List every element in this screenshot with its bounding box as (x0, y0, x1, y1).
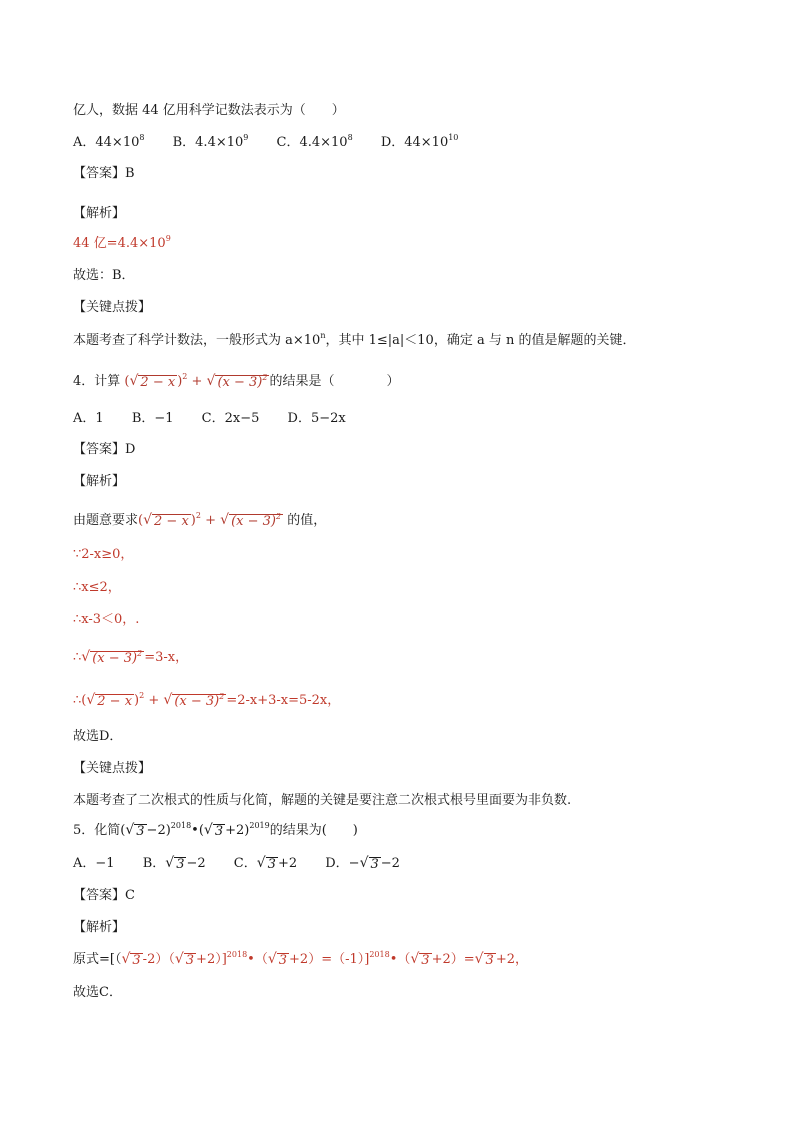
q5-analysis-line-1: 原式=[（ √ 3 -2）（ √ 3 +2）]$^{2018}$•（ √ 3 +2）=（-1）]$^{2018}$•（ √ 3 +2）= √ 3 +2， (73, 950, 528, 968)
q4-options (73, 409, 370, 429)
q3-options (73, 133, 482, 154)
q4-analysis-line-1: 由题意要求( √ 2 − x )$^2$ + √ $(x - 3)^2$ 的值， (73, 511, 327, 529)
sqrt-icon: √ 2 − x (129, 373, 176, 390)
q4-key-text: 本题考查了二次根式的性质与化简，解题的关键是要注意二次根式根号里面要为非负数. (73, 793, 572, 808)
q4-stem: 4．计算 ( √ 2 − x )$^2$ + √ $(x - 3)^2$ 的结果是（ ） (73, 372, 400, 390)
q4-analysis-line-6: ∴( √ 2 − x )$^2$ + √ $(x - 3)^2$ =2-x+3-x=5-2x， (73, 691, 341, 709)
q5-analysis-label: 【解析】 (73, 920, 126, 935)
q5-option-b: B． √ 3 −2 (142, 855, 206, 872)
q5-options (73, 854, 424, 874)
q4-key-label: 【关键点拨】 (73, 761, 152, 776)
q5-option-c: C． √ 3 +2 (233, 855, 298, 872)
q3-key-text: 本题考查了科学计数法，一般形式为 $a\times 10^n$，其中 1≤|a|＜10，确定 a 与 n 的值是解题的关键． (73, 331, 636, 348)
q4-option-c: C．2x−5 (201, 411, 260, 426)
q3-analysis-label: 【解析】 (73, 206, 126, 221)
q3-option-b: B．$4.4\times 10^9$ (172, 133, 249, 150)
q3-analysis-line-2: 故选：B． (73, 268, 135, 283)
q4-option-d: D．5−2x (287, 411, 346, 426)
q3-option-d: D．$44\times 10^{10}$ (380, 133, 459, 150)
q4-option-b: B．−1 (131, 411, 174, 426)
q5-stem: 5．化简( √ 3 −2)$^{2018}$•( √ 3 +2)$^{2019}$的结果为( ) (73, 821, 358, 839)
q3-option-c: C．$4.4\times 10^8$ (276, 133, 353, 150)
q4-expression: ( √ 2 − x )$^2$ + √ $(x - 3)^2$ (124, 372, 268, 390)
sqrt-icon: √ $(x - 3)^2$ (206, 373, 268, 390)
q4-option-a: A．1 (73, 411, 104, 426)
q3-analysis-line-1: 44 亿$=4.4\times 10^9$ (73, 234, 171, 251)
q3-option-a: A．$44\times 10^8$ (73, 133, 145, 150)
q3-key-label: 【关键点拨】 (73, 300, 152, 315)
q3-stem: 亿人，数据 44 亿用科学记数法表示为（ ） (73, 103, 345, 118)
q5-analysis-line-2: 故选C． (73, 985, 122, 1000)
q4-analysis-line-5: ∴ √ $(x - 3)^2$ =3-x， (73, 649, 189, 666)
q4-analysis-line-4: ∴x-3＜0，. (73, 612, 140, 627)
q5-option-a: A．−1 (73, 856, 115, 871)
q4-analysis-label: 【解析】 (73, 474, 126, 489)
q5-answer: 【答案】C (73, 888, 135, 903)
q4-answer: 【答案】D (73, 442, 136, 457)
q3-answer: 【答案】B (73, 166, 135, 181)
q5-option-d: D．− √ 3 −2 (325, 855, 400, 872)
q4-analysis-line-3: ∴x≤2， (73, 580, 121, 595)
q4-analysis-line-2: ∵2-x≥0， (73, 547, 134, 562)
q4-analysis-line-7: 故选D． (73, 729, 123, 744)
